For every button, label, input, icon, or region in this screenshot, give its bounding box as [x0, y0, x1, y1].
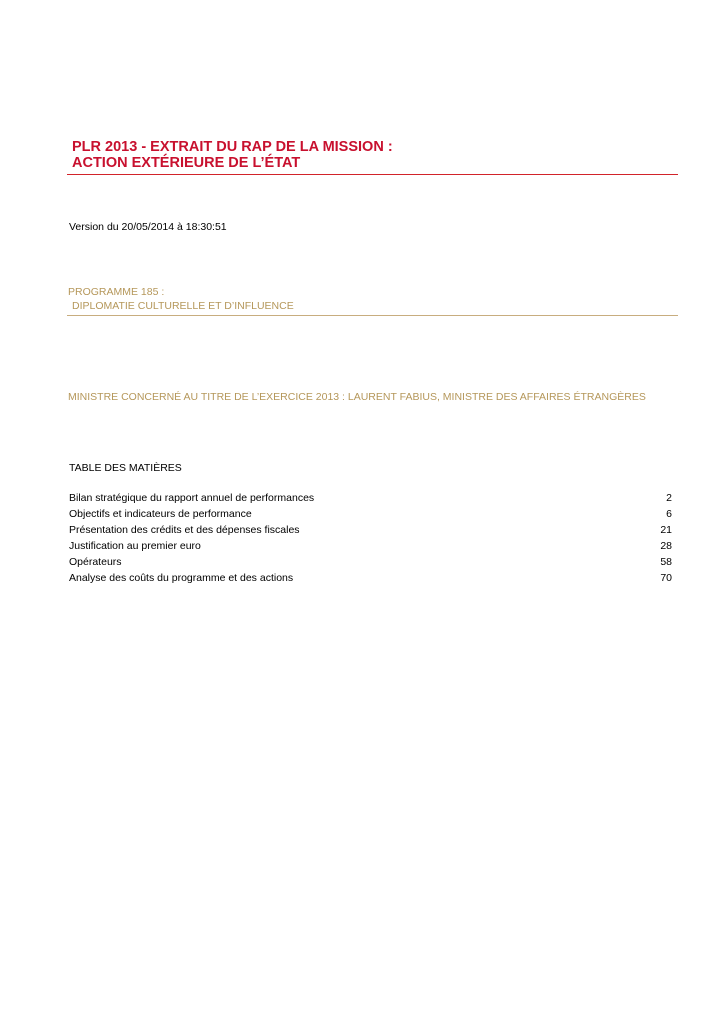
toc-entry-page: 21 [660, 524, 672, 536]
programme-number: PROGRAMME 185 : [68, 286, 165, 298]
toc-entry-label: Objectifs et indicateurs de performance [69, 508, 252, 520]
toc-entry-label: Analyse des coûts du programme et des actions [69, 572, 294, 584]
toc-entry-page: 70 [660, 572, 672, 584]
toc-entry-page: 28 [660, 540, 672, 552]
programme-name: DIPLOMATIE CULTURELLE ET D’INFLUENCE [72, 299, 294, 312]
programme-heading [67, 286, 678, 316]
toc-entry[interactable] [69, 506, 672, 522]
toc-entry[interactable] [69, 570, 672, 586]
ministre-text: MINISTRE CONCERNÉ AU TITRE DE L’EXERCICE 2013 : LAURENT FABIUS, MINISTRE DES AFFAIRES ÉTRANGÈRES [68, 391, 646, 403]
toc-title: TABLE DES MATIÈRES [69, 462, 182, 474]
toc-entry[interactable] [69, 554, 672, 570]
toc-entry-label: Présentation des crédits et des dépenses fiscales [69, 524, 300, 536]
toc-entry[interactable] [69, 490, 672, 506]
title-line-2: ACTION EXTÉRIEURE DE L’ÉTAT [72, 155, 301, 171]
toc-entry-page: 58 [660, 556, 672, 568]
toc-entry-label: Justification au premier euro [69, 540, 201, 552]
toc-entry-label: Bilan stratégique du rapport annuel de performances [69, 492, 315, 504]
toc-entry-page: 2 [666, 492, 672, 504]
toc-entry[interactable] [69, 522, 672, 538]
toc-entry[interactable] [69, 538, 672, 554]
toc-entry-page: 6 [666, 508, 672, 520]
version-text: Version du 20/05/2014 à 18:30:51 [69, 221, 227, 233]
document-title [67, 139, 678, 175]
title-line-1: PLR 2013 - EXTRAIT DU RAP DE LA MISSION : [72, 139, 393, 155]
toc-entry-label: Opérateurs [69, 556, 122, 568]
table-of-contents [69, 490, 672, 586]
